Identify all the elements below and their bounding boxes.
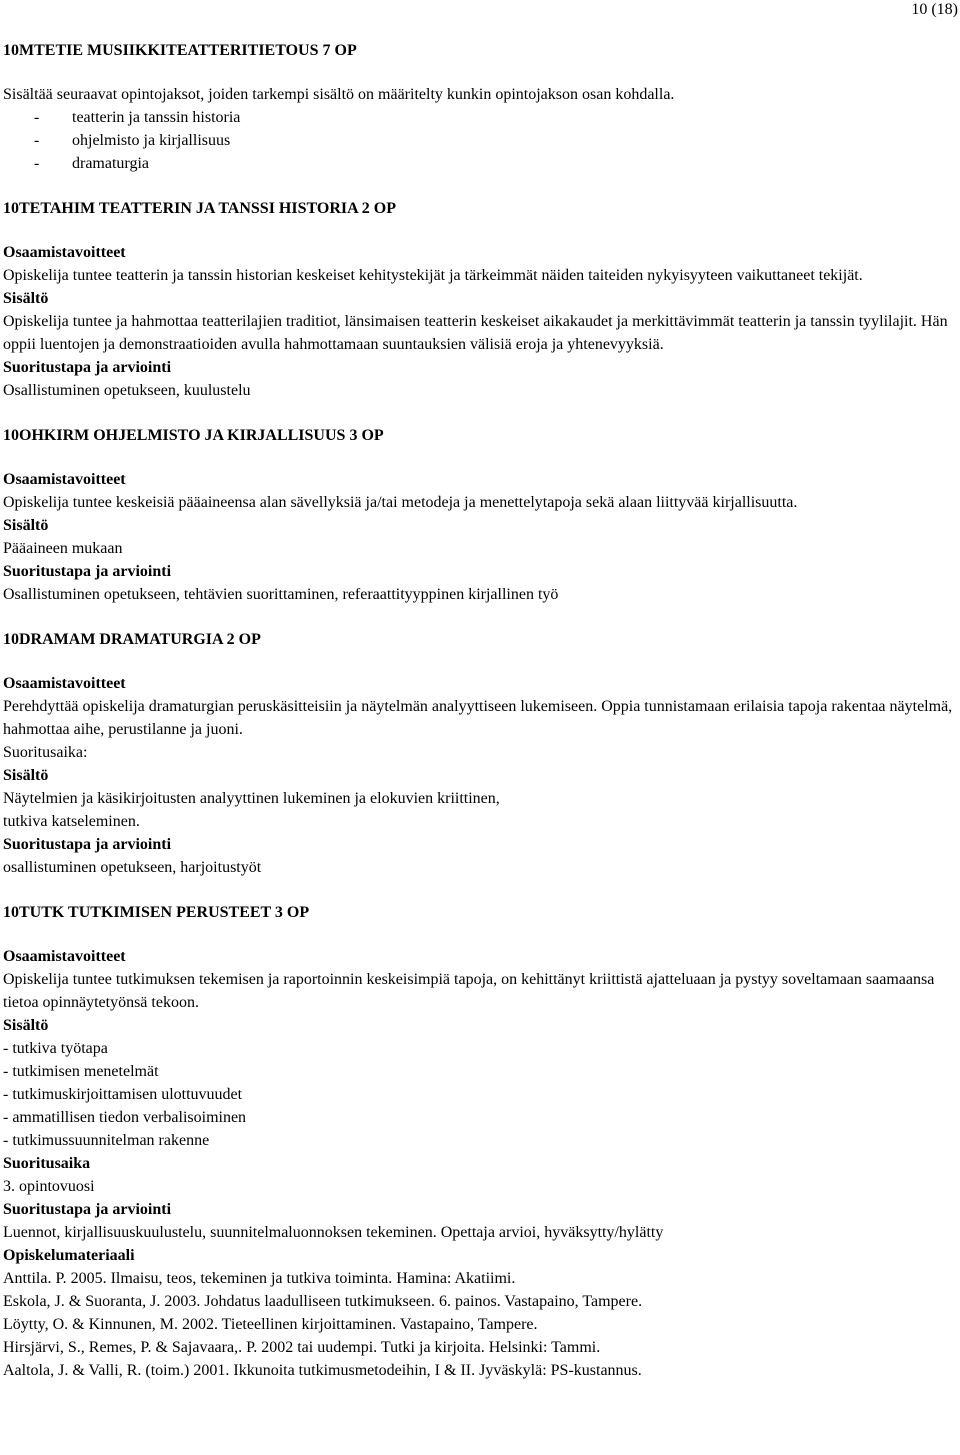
list-item: - tutkiva työtapa: [3, 1040, 108, 1057]
reference-item: Anttila. P. 2005. Ilmaisu, teos, tekeminen ja tutkiva toiminta. Hamina: Akatiimi.: [3, 1270, 516, 1287]
document-content: [3, 39, 953, 1382]
section-label-sisalto: Sisältö: [3, 517, 49, 534]
section-label-osaamistavoitteet: Osaamistavoitteet: [3, 948, 126, 965]
section-label-sisalto: Sisältö: [3, 1017, 49, 1034]
course-title: 10TUTK TUTKIMISEN PERUSTEET 3 OP: [3, 904, 310, 921]
list-item: - tutkimisen menetelmät: [3, 1063, 159, 1080]
reference-item: Eskola, J. & Suoranta, J. 2003. Johdatus laadulliseen tutkimukseen. 6. painos. Vastapaino, Tampere.: [3, 1293, 643, 1310]
intro-text: Sisältää seuraavat opintojaksot, joiden tarkempi sisältö on määritelty kunkin opintojakson osan kohdalla.: [3, 86, 675, 103]
section-label-opiskelumateriaali: Opiskelumateriaali: [3, 1247, 135, 1264]
section-text: Näytelmien ja käsikirjoitusten analyyttinen lukeminen ja elokuvien kriittinen,: [3, 790, 500, 807]
section-text: Luennot, kirjallisuuskuulustelu, suunnitelmaluonnoksen tekeminen. Opettaja arvioi, hyväksytty/hylätty: [3, 1224, 664, 1241]
section-text: 3. opintovuosi: [3, 1178, 95, 1195]
section-text: Opiskelija tuntee tutkimuksen tekemisen ja raportoinnin keskeisimpiä tapoja, on kehittänyt kriittistä ajatteluaan ja pystyy soveltamaan saamaansa tietoa opinnäytetyönsä tekoon.: [3, 971, 935, 1011]
section-label-suoritustapa: Suoritustapa ja arviointi: [3, 359, 172, 376]
list-item: - tutkimuskirjoittamisen ulottuvuudet: [3, 1086, 243, 1103]
page-number: 10 (18): [911, 1, 958, 18]
section-label-sisalto: Sisältö: [3, 290, 49, 307]
section-label-osaamistavoitteet: Osaamistavoitteet: [3, 244, 126, 261]
section-label-suoritusaika: Suoritusaika: [3, 1155, 91, 1172]
course-title: 10DRAMAM DRAMATURGIA 2 OP: [3, 631, 261, 648]
section-text: Pääaineen mukaan: [3, 540, 123, 557]
section-label-suoritustapa: Suoritustapa ja arviointi: [3, 1201, 172, 1218]
intro-list-item: - dramaturgia: [34, 155, 150, 172]
document-title: 10MTETIE MUSIIKKITEATTERITIETOUS 7 OP: [3, 42, 357, 59]
intro-list-item: - ohjelmisto ja kirjallisuus: [34, 132, 231, 149]
section-text: Osallistuminen opetukseen, tehtävien suorittaminen, referaattityyppinen kirjallinen työ: [3, 586, 559, 603]
section-text: Perehdyttää opiskelija dramaturgian peruskäsitteisiin ja näytelmän analyyttiseen lukemiseen. Oppia tunnistamaan erilaisia tapoja rakentaa näytelmä, hahmottaa aihe, perustilanne ja juoni.: [3, 698, 953, 738]
section-label-suoritusaika: Suoritusaika:: [3, 744, 88, 761]
section-text: Opiskelija tuntee keskeisiä pääaineensa alan sävellyksiä ja/tai metodeja ja menettelytapoja sekä alaan liittyvää kirjallisuutta.: [3, 494, 798, 511]
section-label-osaamistavoitteet: Osaamistavoitteet: [3, 471, 126, 488]
section-text: Opiskelija tuntee teatterin ja tanssin historian keskeiset kehitystekijät ja tärkeimmät näiden taiteiden nykyisyyteen vaikuttaneet tekijät.: [3, 267, 863, 284]
section-text: Opiskelija tuntee ja hahmottaa teatterilajien traditiot, länsimaisen teatterin keskeiset aikakaudet ja merkittävimmät teatterin ja tanssin tyylilajit. Hän oppii luentojen ja demonstraatioiden avulla hahmottamaan suuntauksien välisiä eroja ja yhtenevyyksiä.: [3, 313, 948, 353]
reference-item: Aaltola, J. & Valli, R. (toim.) 2001. Ikkunoita tutkimusmetodeihin, I & II. Jyväskylä: PS-kustannus.: [3, 1362, 642, 1379]
list-item: - tutkimussuunnitelman rakenne: [3, 1132, 210, 1149]
section-text: tutkiva katseleminen.: [3, 813, 140, 830]
course-title: 10OHKIRM OHJELMISTO JA KIRJALLISUUS 3 OP: [3, 427, 384, 444]
section-label-suoritustapa: Suoritustapa ja arviointi: [3, 836, 172, 853]
list-item: - ammatillisen tiedon verbalisoiminen: [3, 1109, 247, 1126]
intro-list-item: - teatterin ja tanssin historia: [34, 109, 241, 126]
reference-item: Löytty, O. & Kinnunen, M. 2002. Tieteellinen kirjoittaminen. Vastapaino, Tampere.: [3, 1316, 538, 1333]
section-label-osaamistavoitteet: Osaamistavoitteet: [3, 675, 126, 692]
course-title: 10TETAHIM TEATTERIN JA TANSSI HISTORIA 2 OP: [3, 200, 396, 217]
section-text: Osallistuminen opetukseen, kuulustelu: [3, 382, 251, 399]
reference-item: Hirsjärvi, S., Remes, P. & Sajavaara,. P. 2002 tai uudempi. Tutki ja kirjoita. Helsinki: Tammi.: [3, 1339, 601, 1356]
section-label-suoritustapa: Suoritustapa ja arviointi: [3, 563, 172, 580]
section-label-sisalto: Sisältö: [3, 767, 49, 784]
section-text: osallistuminen opetukseen, harjoitustyöt: [3, 859, 262, 876]
